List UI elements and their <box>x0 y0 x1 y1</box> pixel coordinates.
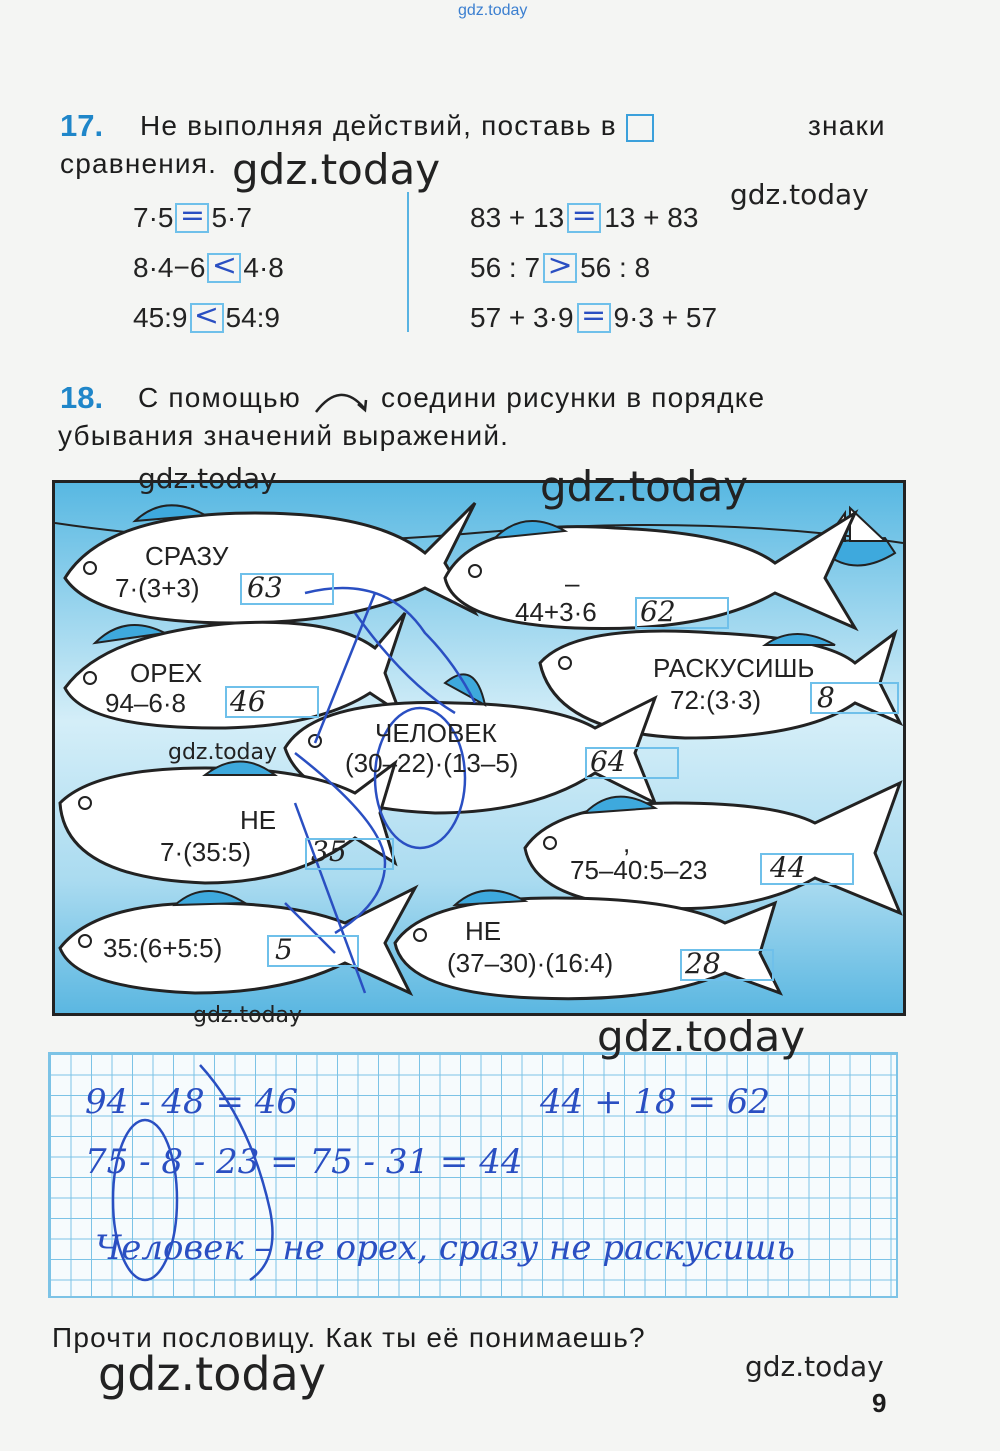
expression: 45:9 <box>133 302 188 333</box>
expression: 13 + 83 <box>604 202 699 233</box>
proverb-question: Прочти пословицу. Как ты её понимаешь? <box>52 1322 646 1353</box>
fish-word: НЕ <box>465 916 502 946</box>
column-divider <box>407 192 409 332</box>
fish-word: – <box>565 568 580 598</box>
expression: 8·4−6 <box>133 252 206 283</box>
expression: 4·8 <box>243 252 284 283</box>
task-18-number: 18. <box>60 380 104 415</box>
fish-word: ЧЕЛОВЕК <box>375 718 497 748</box>
fish-answer: 62 <box>640 595 676 628</box>
fish-expression: 94–6·8 <box>105 688 186 718</box>
comparison-row <box>133 243 284 293</box>
task-18-text-line2: убывания значений выражений. <box>58 420 510 451</box>
fish-answer: 5 <box>275 933 293 966</box>
notebook-line: Человек – не орех, сразу не раскусишь <box>95 1228 796 1268</box>
comparison-box-icon <box>626 114 654 142</box>
task-17-text-line2: сравнения. <box>60 148 218 179</box>
watermark: gdz.today <box>193 1003 303 1028</box>
comparison-sign[interactable]: = <box>567 203 601 233</box>
comparison-sign[interactable]: < <box>190 303 224 333</box>
fish-answer: 63 <box>247 571 283 604</box>
watermark: gdz.today <box>597 1012 806 1061</box>
fish-answer: 44 <box>770 851 806 884</box>
top-watermark: gdz.today <box>458 2 528 19</box>
fish-expression: 7·(3+3) <box>115 573 200 603</box>
expression: 57 + 3·9 <box>470 302 574 333</box>
expression: 56 : 8 <box>580 252 651 283</box>
fish-expression: (37–30)·(16:4) <box>447 948 614 978</box>
watermark: gdz.today <box>745 1350 884 1383</box>
fish-answer: 8 <box>817 681 835 714</box>
fish-word: СРАЗУ <box>145 541 229 571</box>
task-17-right-column <box>470 193 717 343</box>
fish-expression: 72:(3·3) <box>670 685 762 715</box>
expression: 7·5 <box>133 202 174 233</box>
comparison-sign[interactable]: = <box>175 203 209 233</box>
fish-answer: 64 <box>590 745 626 778</box>
fish-word: ОРЕХ <box>130 658 203 688</box>
comparison-row <box>470 293 717 343</box>
watermark: gdz.today <box>232 145 441 194</box>
fish-answer: 46 <box>230 685 266 718</box>
watermark: gdz.today <box>98 1347 326 1401</box>
arc-arrow-icon <box>310 386 372 414</box>
page-number: 9 <box>872 1388 887 1418</box>
fish-expression: 35:(6+5:5) <box>103 933 223 963</box>
fish-word: , <box>623 828 631 858</box>
task-17-text: Не выполняя действий, поставь в <box>140 110 654 142</box>
notebook-line: 44 + 18 = 62 <box>540 1082 770 1122</box>
comparison-row <box>133 193 284 243</box>
task-17-text-end: знаки <box>808 110 886 141</box>
fish-word: НЕ <box>240 805 277 835</box>
comparison-sign[interactable]: < <box>207 253 241 283</box>
fish-expression: 7·(35:5) <box>160 837 252 867</box>
comparison-sign[interactable]: > <box>543 253 577 283</box>
notebook-scribble <box>100 1060 300 1290</box>
task-17-left-column <box>133 193 284 343</box>
expression: 5·7 <box>211 202 252 233</box>
task-17-number: 17. <box>60 108 104 143</box>
fish-answer: 35 <box>311 835 347 868</box>
fish-expression: (30–22)·(13–5) <box>345 748 519 778</box>
notebook-line: 75 - 8 - 23 = 75 - 31 = 44 <box>85 1142 523 1182</box>
fish-expression: 44+3·6 <box>515 597 597 627</box>
expression: 54:9 <box>225 302 280 333</box>
watermark: gdz.today <box>138 462 277 495</box>
expression: 56 : 7 <box>470 252 541 283</box>
comparison-row <box>133 293 284 343</box>
fish-word: РАСКУСИШЬ <box>653 653 815 683</box>
comparison-row <box>470 243 717 293</box>
fish-expression: 75–40:5–23 <box>570 855 708 885</box>
notebook-line: 94 - 48 = 46 <box>85 1082 298 1122</box>
watermark: gdz.today <box>730 178 869 211</box>
comparison-row <box>470 193 717 243</box>
expression: 83 + 13 <box>470 202 565 233</box>
comparison-sign[interactable]: = <box>577 303 611 333</box>
task-18-text: С помощью соедини рисунки в порядке <box>138 382 766 413</box>
expression: 9·3 + 57 <box>613 302 718 333</box>
watermark: gdz.today <box>168 740 278 765</box>
watermark: gdz.today <box>540 462 749 511</box>
fish-answer: 28 <box>685 947 721 980</box>
